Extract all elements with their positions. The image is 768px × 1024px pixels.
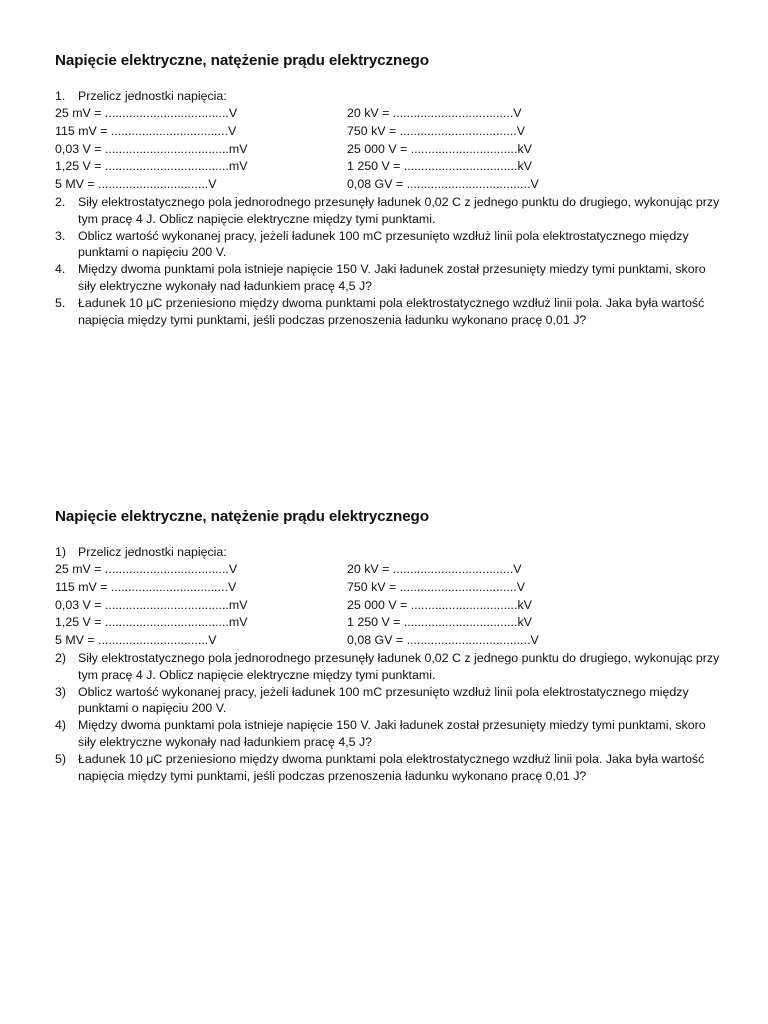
task-1-heading	[55, 544, 725, 561]
conversion-list	[55, 105, 725, 194]
task-5	[55, 295, 725, 328]
conversion-item: 750 kV = ..................................V	[347, 123, 526, 138]
worksheet-title: Napięcie elektryczne, natężenie prądu elektrycznego	[55, 52, 429, 69]
conversion-list	[55, 561, 725, 650]
task-3	[55, 684, 725, 717]
task-label: Przelicz jednostki napięcia:	[78, 545, 227, 559]
task-number: 1.	[55, 89, 66, 103]
task-text: Ładunek 10 μC przeniesiono między dwoma punktami pola elektrostatycznego wzdłuż linii pola. Jaka była wartość napięcia między tymi punktami, jeśli podczas przenoszenia ładunku wykonano pracę 0,01 J?	[78, 752, 705, 783]
worksheet-title: Napięcie elektryczne, natężenie prądu elektrycznego	[55, 508, 429, 525]
conversion-item: 20 kV = ...................................V	[347, 106, 522, 120]
task-5	[55, 751, 725, 784]
conversion-item: 25 000 V = ...............................kV	[347, 141, 532, 156]
task-number: 2.	[55, 194, 66, 209]
task-label: Przelicz jednostki napięcia:	[78, 89, 227, 103]
task-number: 5)	[55, 752, 67, 767]
worksheet-section-2	[55, 507, 725, 784]
task-3	[55, 228, 725, 261]
conversion-item: 0,08 GV = ....................................V	[347, 633, 539, 648]
task-number: 3)	[55, 684, 67, 699]
task-number: 5.	[55, 296, 66, 311]
task-text: Między dwoma punktami pola istnieje napięcie 150 V. Jaki ładunek został przesunięty miedzy tymi punktami, skoro siły elektryczne wykonały nad ładunkiem pracę 4,5 J?	[78, 718, 706, 749]
task-2	[55, 650, 725, 683]
conversion-item: 25 mV = ....................................V	[55, 106, 238, 120]
task-text: Między dwoma punktami pola istnieje napięcie 150 V. Jaki ładunek został przesunięty miedzy tymi punktami, skoro siły elektryczne wykonały nad ładunkiem pracę 4,5 J?	[78, 262, 706, 293]
task-text: Ładunek 10 μC przeniesiono między dwoma punktami pola elektrostatycznego wzdłuż linii pola. Jaka była wartość napięcia między tymi punktami, jeśli podczas przenoszenia ładunku wykonano pracę 0,01 J?	[78, 296, 705, 327]
conversion-item: 0,03 V = ....................................mV	[55, 597, 248, 612]
task-text: Oblicz wartość wykonanej pracy, jeżeli ładunek 100 mC przesunięto wzdłuż linii pola elektrostatycznego między punktami o napięciu 200 V.	[78, 684, 689, 716]
conversion-item: 750 kV = ..................................V	[347, 579, 526, 594]
conversion-item: 1 250 V = .................................kV	[347, 615, 532, 630]
conversion-item: 115 mV = ..................................V	[55, 579, 237, 594]
worksheet-section-1	[55, 51, 725, 328]
task-4	[55, 261, 725, 294]
task-number: 1)	[55, 545, 67, 559]
task-text: Siły elektrostatycznego pola jednorodnego przesunęły ładunek 0,02 C z jednego punktu do drugiego, wykonując przy tym pracę 4 J. Oblicz napięcie elektryczne między tymi punktami.	[78, 650, 720, 682]
conversion-item: 25 mV = ....................................V	[55, 562, 238, 576]
task-number: 3.	[55, 228, 66, 243]
conversion-item: 1,25 V = ....................................mV	[55, 615, 248, 630]
conversion-item: 1,25 V = ....................................mV	[55, 159, 248, 174]
conversion-item: 5 MV = ................................V	[55, 633, 217, 648]
task-2	[55, 194, 725, 227]
task-text: Oblicz wartość wykonanej pracy, jeżeli ładunek 100 mC przesunięto wzdłuż linii pola elektrostatycznego między punktami o napięciu 200 V.	[78, 228, 689, 260]
task-1-heading	[55, 88, 725, 105]
task-number: 4)	[55, 718, 67, 733]
task-number: 2)	[55, 650, 67, 665]
conversion-item: 115 mV = ..................................V	[55, 123, 237, 138]
conversion-item: 5 MV = ................................V	[55, 177, 217, 192]
conversion-item: 20 kV = ...................................V	[347, 562, 522, 576]
task-text: Siły elektrostatycznego pola jednorodnego przesunęły ładunek 0,02 C z jednego punktu do drugiego, wykonując przy tym pracę 4 J. Oblicz napięcie elektryczne między tymi punktami.	[78, 194, 720, 226]
task-4	[55, 717, 725, 750]
conversion-item: 1 250 V = .................................kV	[347, 159, 532, 174]
conversion-item: 25 000 V = ...............................kV	[347, 597, 532, 612]
task-number: 4.	[55, 262, 66, 277]
conversion-item: 0,08 GV = ....................................V	[347, 177, 539, 192]
conversion-item: 0,03 V = ....................................mV	[55, 141, 248, 156]
